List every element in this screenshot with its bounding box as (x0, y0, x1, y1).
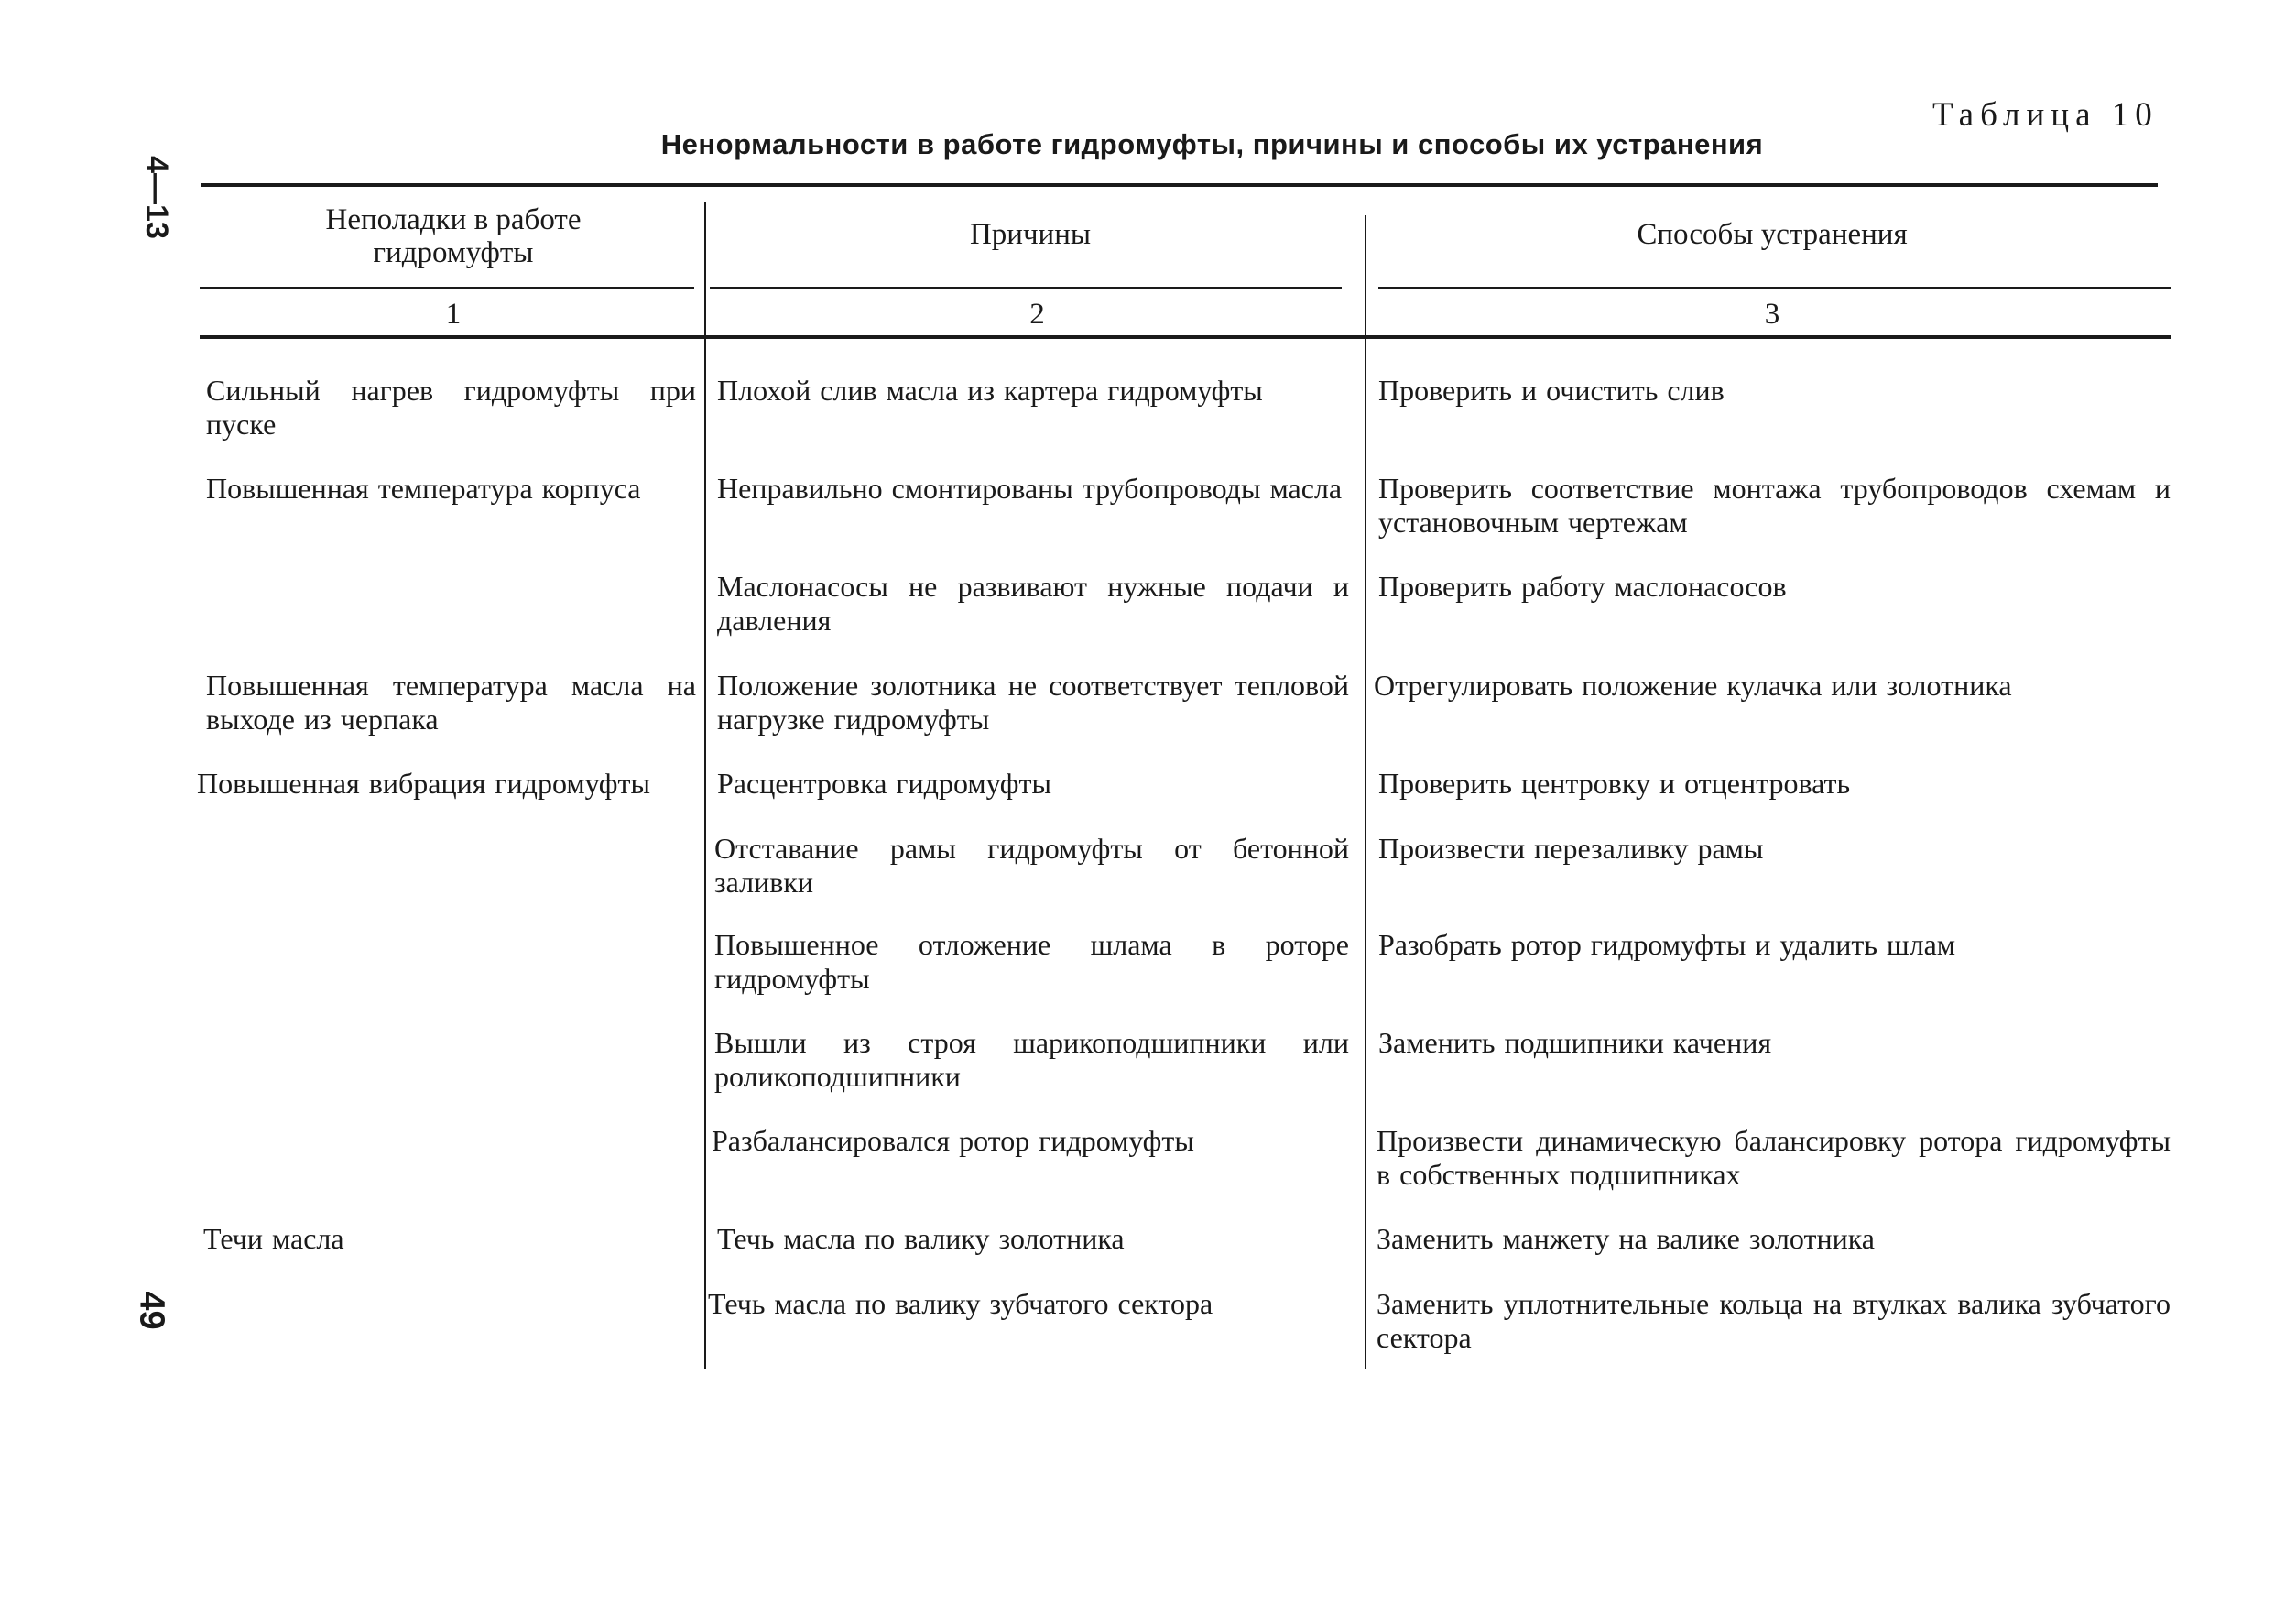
page-number-text: 49 (132, 1290, 171, 1330)
top-rule (201, 183, 2158, 187)
table-row-remedy: Произвести динамическую балансировку ротора гидромуфты в собственных подшипниках (1377, 1124, 2171, 1191)
header-rule-col1 (200, 287, 694, 289)
header-cause: Причины (969, 218, 1092, 251)
table-row-cause: Маслонасосы не развивают нужные подачи и давления (717, 570, 1349, 637)
table-row-remedy: Проверить центровку и отцентровать (1378, 767, 1851, 800)
table-label: Таблица 10 (1932, 96, 2159, 134)
side-code (128, 156, 183, 238)
page-number (124, 1278, 179, 1342)
header-rule-col3 (1378, 287, 2171, 289)
table-row-remedy: Заменить подшипники качения (1378, 1026, 1772, 1059)
table-row-problem: Повышенная вибрация гидромуфты (197, 767, 651, 800)
header-problem: Неполадки в работе гидромуфты (325, 203, 582, 269)
column-number-2: 2 (1029, 298, 1045, 331)
table-row-cause: Повышенное отложение шлама в роторе гидромуфты (714, 928, 1349, 995)
table-title: Ненормальности в работе гидромуфты, причины и способы их устранения (660, 128, 1764, 160)
table-row-cause: Положение золотника не соответствует тепловой нагрузке гидромуфты (717, 669, 1349, 736)
column-divider-2 (1365, 215, 1366, 1369)
table-row-problem: Сильный нагрев гидромуфты при пуске (206, 374, 696, 441)
column-number-1: 1 (445, 298, 462, 331)
table-row-problem: Повышенная температура корпуса (206, 472, 641, 505)
table-row-remedy: Произвести перезаливку рамы (1378, 832, 1764, 865)
table-row-remedy: Проверить и очистить слив (1378, 374, 1725, 407)
table-row-remedy: Отрегулировать положение кулачка или золотника (1374, 669, 2012, 702)
table-row-cause: Разбалансировался ротор гидромуфты (712, 1124, 1194, 1157)
table-row-remedy: Разобрать ротор гидромуфты и удалить шлам (1378, 928, 1956, 961)
table-row-cause: Расцентровка гидромуфты (717, 767, 1051, 800)
column-number-3: 3 (1764, 298, 1780, 331)
table-row-problem: Течи масла (203, 1222, 344, 1255)
table-row-cause: Плохой слив масла из картера гидромуфты (717, 374, 1263, 407)
table-row-cause: Отставание рамы гидромуфты от бетонной заливки (714, 832, 1349, 899)
side-code-text: 4—13 (138, 155, 174, 239)
column-divider-1 (704, 202, 706, 1369)
header-rule-col2 (710, 287, 1342, 289)
table-row-cause: Течь масла по валику зубчатого сектора (708, 1287, 1213, 1320)
table-row-cause: Вышли из строя шарикоподшипники или роликоподшипники (714, 1026, 1349, 1093)
table-row-cause: Течь масла по валику золотника (717, 1222, 1125, 1255)
table-row-remedy: Заменить уплотнительные кольца на втулках валика зубчатого сектора (1377, 1287, 2171, 1354)
table-row-remedy: Заменить манжету на валике золотника (1377, 1222, 1875, 1255)
table-row-cause: Неправильно смонтированы трубопроводы масла (717, 472, 1343, 505)
numbers-rule (200, 335, 2171, 339)
table-row-problem: Повышенная температура масла на выходе из черпака (206, 669, 696, 736)
header-remedy: Способы устранения (1637, 218, 1908, 251)
table-row-remedy: Проверить соответствие монтажа трубопроводов схемам и установочным чертежам (1378, 472, 2171, 539)
table-row-remedy: Проверить работу маслонасосов (1378, 570, 1787, 603)
